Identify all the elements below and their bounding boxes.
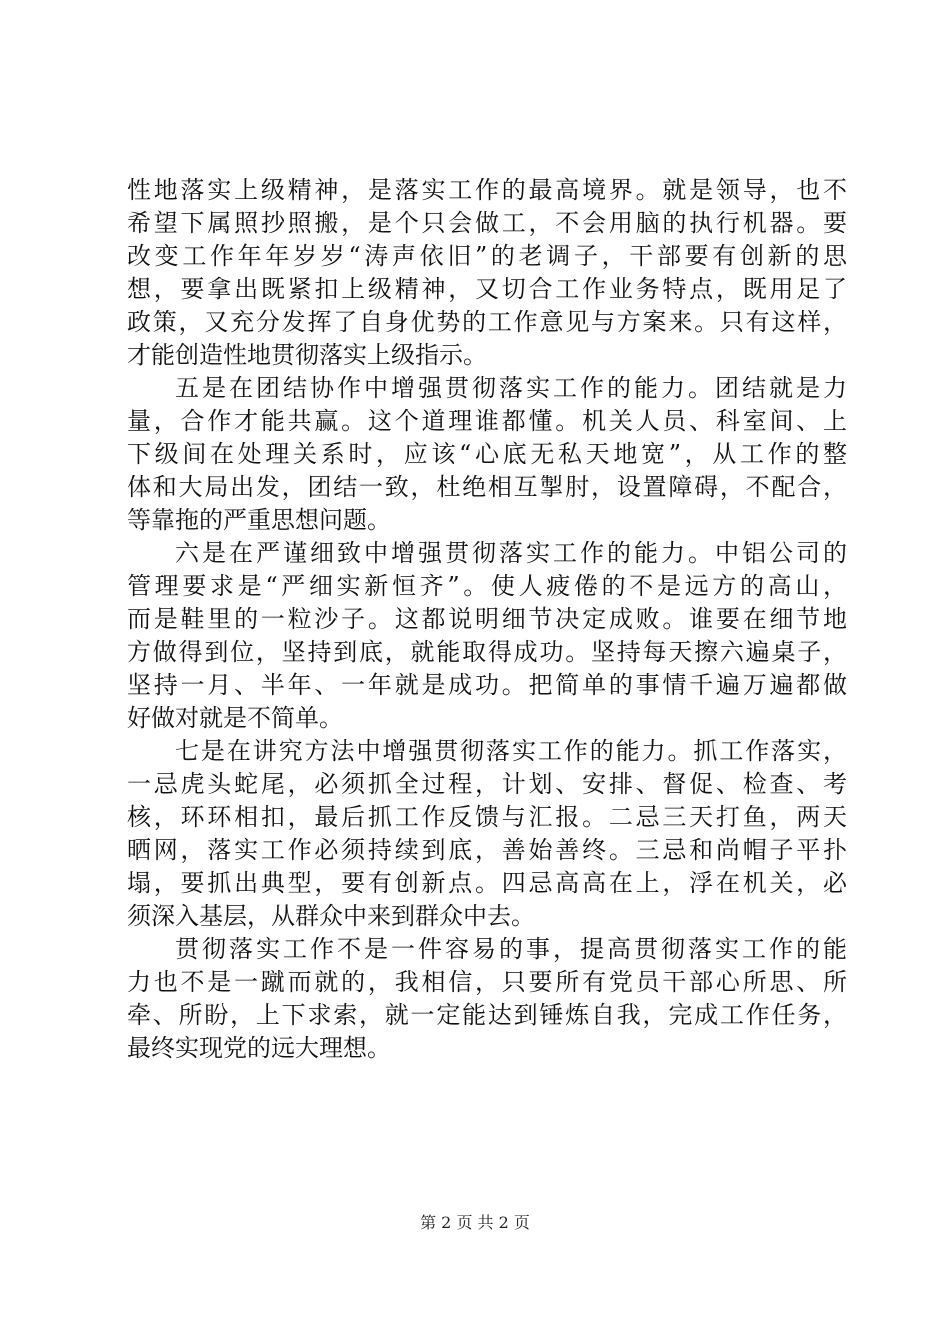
paragraph-line: 晒网，落实工作必须持续到底，善始善终。三忌和尚帽子平扑	[127, 836, 847, 864]
paragraph-line: 改变工作年年岁岁“涛声依旧”的老调子，干部要有创新的思	[127, 242, 847, 270]
paragraph-line: 七是在讲究方法中增强贯彻落实工作的能力。抓工作落实，	[175, 737, 847, 765]
page-number-label: 第 2 页 共 2 页	[420, 1213, 530, 1232]
paragraph-line: 六是在严谨细致中增强贯彻落实工作的能力。中铝公司的	[175, 539, 847, 567]
document-body	[127, 174, 847, 1065]
paragraph-line: 牵、所盼，上下求索，就一定能达到锤炼自我，完成工作任务，	[127, 1001, 847, 1029]
paragraph-line: 塌，要抓出典型，要有创新点。四忌高高在上，浮在机关，必	[127, 869, 847, 897]
paragraph-line: 方做得到位，坚持到底，就能取得成功。坚持每天擦六遍桌子，	[127, 638, 847, 666]
paragraph-line: 一忌虎头蛇尾，必须抓全过程，计划、安排、督促、检查、考	[127, 770, 847, 798]
paragraph-line: 核，环环相扣，最后抓工作反馈与汇报。二忌三天打鱼，两天	[127, 803, 847, 831]
paragraph-line: 管理要求是“严细实新恒齐”。使人疲倦的不是远方的高山，	[127, 572, 847, 600]
paragraph-line: 等靠拖的严重思想问题。	[127, 506, 391, 534]
paragraph-line: 希望下属照抄照搬，是个只会做工，不会用脑的执行机器。要	[127, 209, 847, 237]
paragraph-line: 政策，又充分发挥了自身优势的工作意见与方案来。只有这样，	[127, 308, 847, 336]
paragraph-4	[127, 735, 847, 933]
paragraph-3	[127, 537, 847, 735]
paragraph-line: 量，合作才能共赢。这个道理谁都懂。机关人员、科室间、上	[127, 407, 847, 435]
paragraph-line: 想，要拿出既紧扣上级精神，又切合工作业务特点，既用足了	[127, 275, 847, 303]
paragraph-line: 性地落实上级精神，是落实工作的最高境界。就是领导，也不	[127, 176, 847, 204]
paragraph-line: 最终实现党的远大理想。	[127, 1034, 391, 1062]
paragraph-line: 下级间在处理关系时，应该“心底无私天地宽”，从工作的整	[127, 440, 847, 468]
paragraph-2	[127, 372, 847, 537]
paragraph-line: 力也不是一蹴而就的，我相信，只要所有党员干部心所思、所	[127, 968, 847, 996]
paragraph-line: 须深入基层，从群众中来到群众中去。	[127, 902, 535, 930]
paragraph-line: 坚持一月、半年、一年就是成功。把简单的事情千遍万遍都做	[127, 671, 847, 699]
page-footer	[0, 1212, 950, 1234]
paragraph-5	[127, 933, 847, 1065]
paragraph-1	[127, 174, 847, 372]
paragraph-line: 五是在团结协作中增强贯彻落实工作的能力。团结就是力	[175, 374, 847, 402]
paragraph-line: 体和大局出发，团结一致，杜绝相互掣肘，设置障碍，不配合，	[127, 473, 847, 501]
paragraph-line: 贯彻落实工作不是一件容易的事，提高贯彻落实工作的能	[175, 935, 847, 963]
paragraph-line: 才能创造性地贯彻落实上级指示。	[127, 341, 487, 369]
paragraph-line: 而是鞋里的一粒沙子。这都说明细节决定成败。谁要在细节地	[127, 605, 847, 633]
paragraph-line: 好做对就是不简单。	[127, 704, 343, 732]
